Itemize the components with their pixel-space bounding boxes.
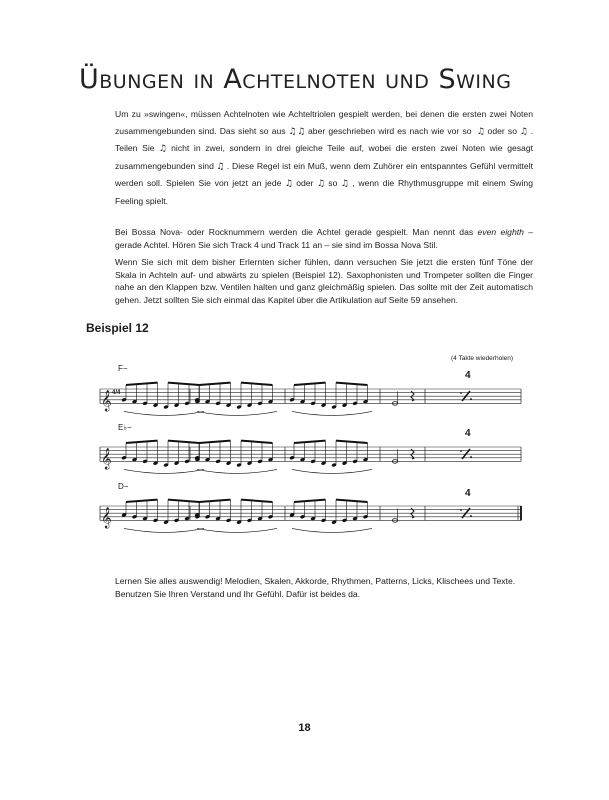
beam [336,383,368,385]
beam [241,383,273,385]
text: , wenn die Rhythmusgruppe mit einem Swing Feeling spielt. [115,178,533,206]
example-heading: Beispiel 12 [86,321,149,335]
beam [168,500,200,502]
triplet-notes-icon: ♫ [215,161,225,172]
eighth-notes-icon: ♫ [476,126,486,137]
beam [294,383,326,385]
beam [241,441,273,443]
paragraph-practice: Wenn Sie sich mit dem bisher Erlernten sicher fühlen, dann versuchen Sie jetzt die ersten fünf Töne der Skala in Achteln auf- und abwärts zu spielen (Beispiel 12). Saxophonisten und Trompeter sollten die Finger nahe an den Klappen bzw. Ventilen halten und ganz gleichmäßig spielen. Das sollte mit der Zeit automatisch gehen. Jetzt sollten Sie sich einmal das Kapitel über die Artikulation auf Seite 59 ansehen. [115,257,533,305]
beam [126,441,158,443]
slur [197,469,277,473]
beam [199,383,231,385]
triplet-notes-icon: ♫♫ [287,126,307,137]
measure-repeat-dot [470,515,472,517]
slur [124,528,204,532]
text: oder [296,178,314,188]
eighth-notes-icon: ♫ [283,179,295,189]
beam [336,441,368,443]
slur [292,469,372,473]
page-title: Übungen in Achtelnoten und Swing [79,64,512,95]
beam [199,500,231,502]
measure-count: 4 [465,488,471,499]
measure-repeat-dot [460,392,462,394]
text: nicht in zwei, sondern in drei gleiche Teile auf, wobei die ersten zwei Noten wie gesagt zusammengebunden sind [115,143,534,171]
measure-repeat-dot [460,450,462,452]
text: . Diese Regel ist ein Muß, wenn dem Zuhörer ein entspanntes Gefühl vermittelt werden soll. Spielen Sie von jetzt an jede [115,160,533,188]
beam [294,500,326,502]
slur [197,411,277,415]
time-signature: 4/4 [112,390,121,396]
beam [241,500,273,502]
beam [199,441,231,443]
text: . Teilen Sie [115,125,533,153]
slur [124,469,204,473]
beam [126,383,158,385]
triplet-notes-icon: ♫ [339,179,351,189]
text: – gerade Achtel. Hören Sie sich Track 4 und Track 11 an – sie sind im Bossa Nova Stil. [115,227,534,250]
text: aber geschrieben wird es nach wie vor so [308,125,472,136]
text: so [328,178,338,188]
text: oder so [487,125,517,136]
eighth-notes-icon: ♫ [315,179,327,189]
beam [294,441,326,443]
beam [336,500,368,502]
slur [292,411,372,415]
slur [124,411,204,415]
chord-symbol: D− [118,482,129,491]
treble-clef-icon: 𝄞 [101,507,112,529]
chord-symbol: E♭− [118,423,132,432]
beam [168,441,200,443]
treble-clef-icon: 𝄞 [101,448,112,470]
measure-repeat-dot [460,509,462,511]
eighth-notes-icon: ♫ [518,126,529,137]
chord-symbol: F− [118,364,128,373]
measure-repeat-dot [470,456,472,458]
beam [168,383,200,385]
beam [126,500,158,502]
text: Bei Bossa Nova- oder Rocknummern werden die Achtel gerade gespielt. Man nennt das [115,227,474,237]
slur [197,528,277,532]
measure-count: 4 [465,428,471,439]
closing-text: Lernen Sie alles auswendig! Melodien, Skalen, Akkorde, Rhythmen, Patterns, Licks, Klischees und Texte. Benutzen Sie Ihren Verstand und Ihr Gefühl. Dafür ist beides da. [115,576,516,599]
page-number: 18 [298,722,311,734]
repeat-note: (4 Takte wiederholen) [451,355,514,362]
measure-count: 4 [465,370,471,381]
text: Um zu »swingen«, müssen Achtelnoten wie Achteltriolen gespielt werden, bei denen die ersten zwei Noten zusammengebunden sind. Das sieht so aus [115,109,533,136]
treble-clef-icon: 𝄞 [101,390,112,412]
slur [292,528,372,532]
measure-repeat-dot [470,398,472,400]
emphasis: even eighth [477,227,524,237]
eighth-notes-icon: ♫ [156,144,170,154]
